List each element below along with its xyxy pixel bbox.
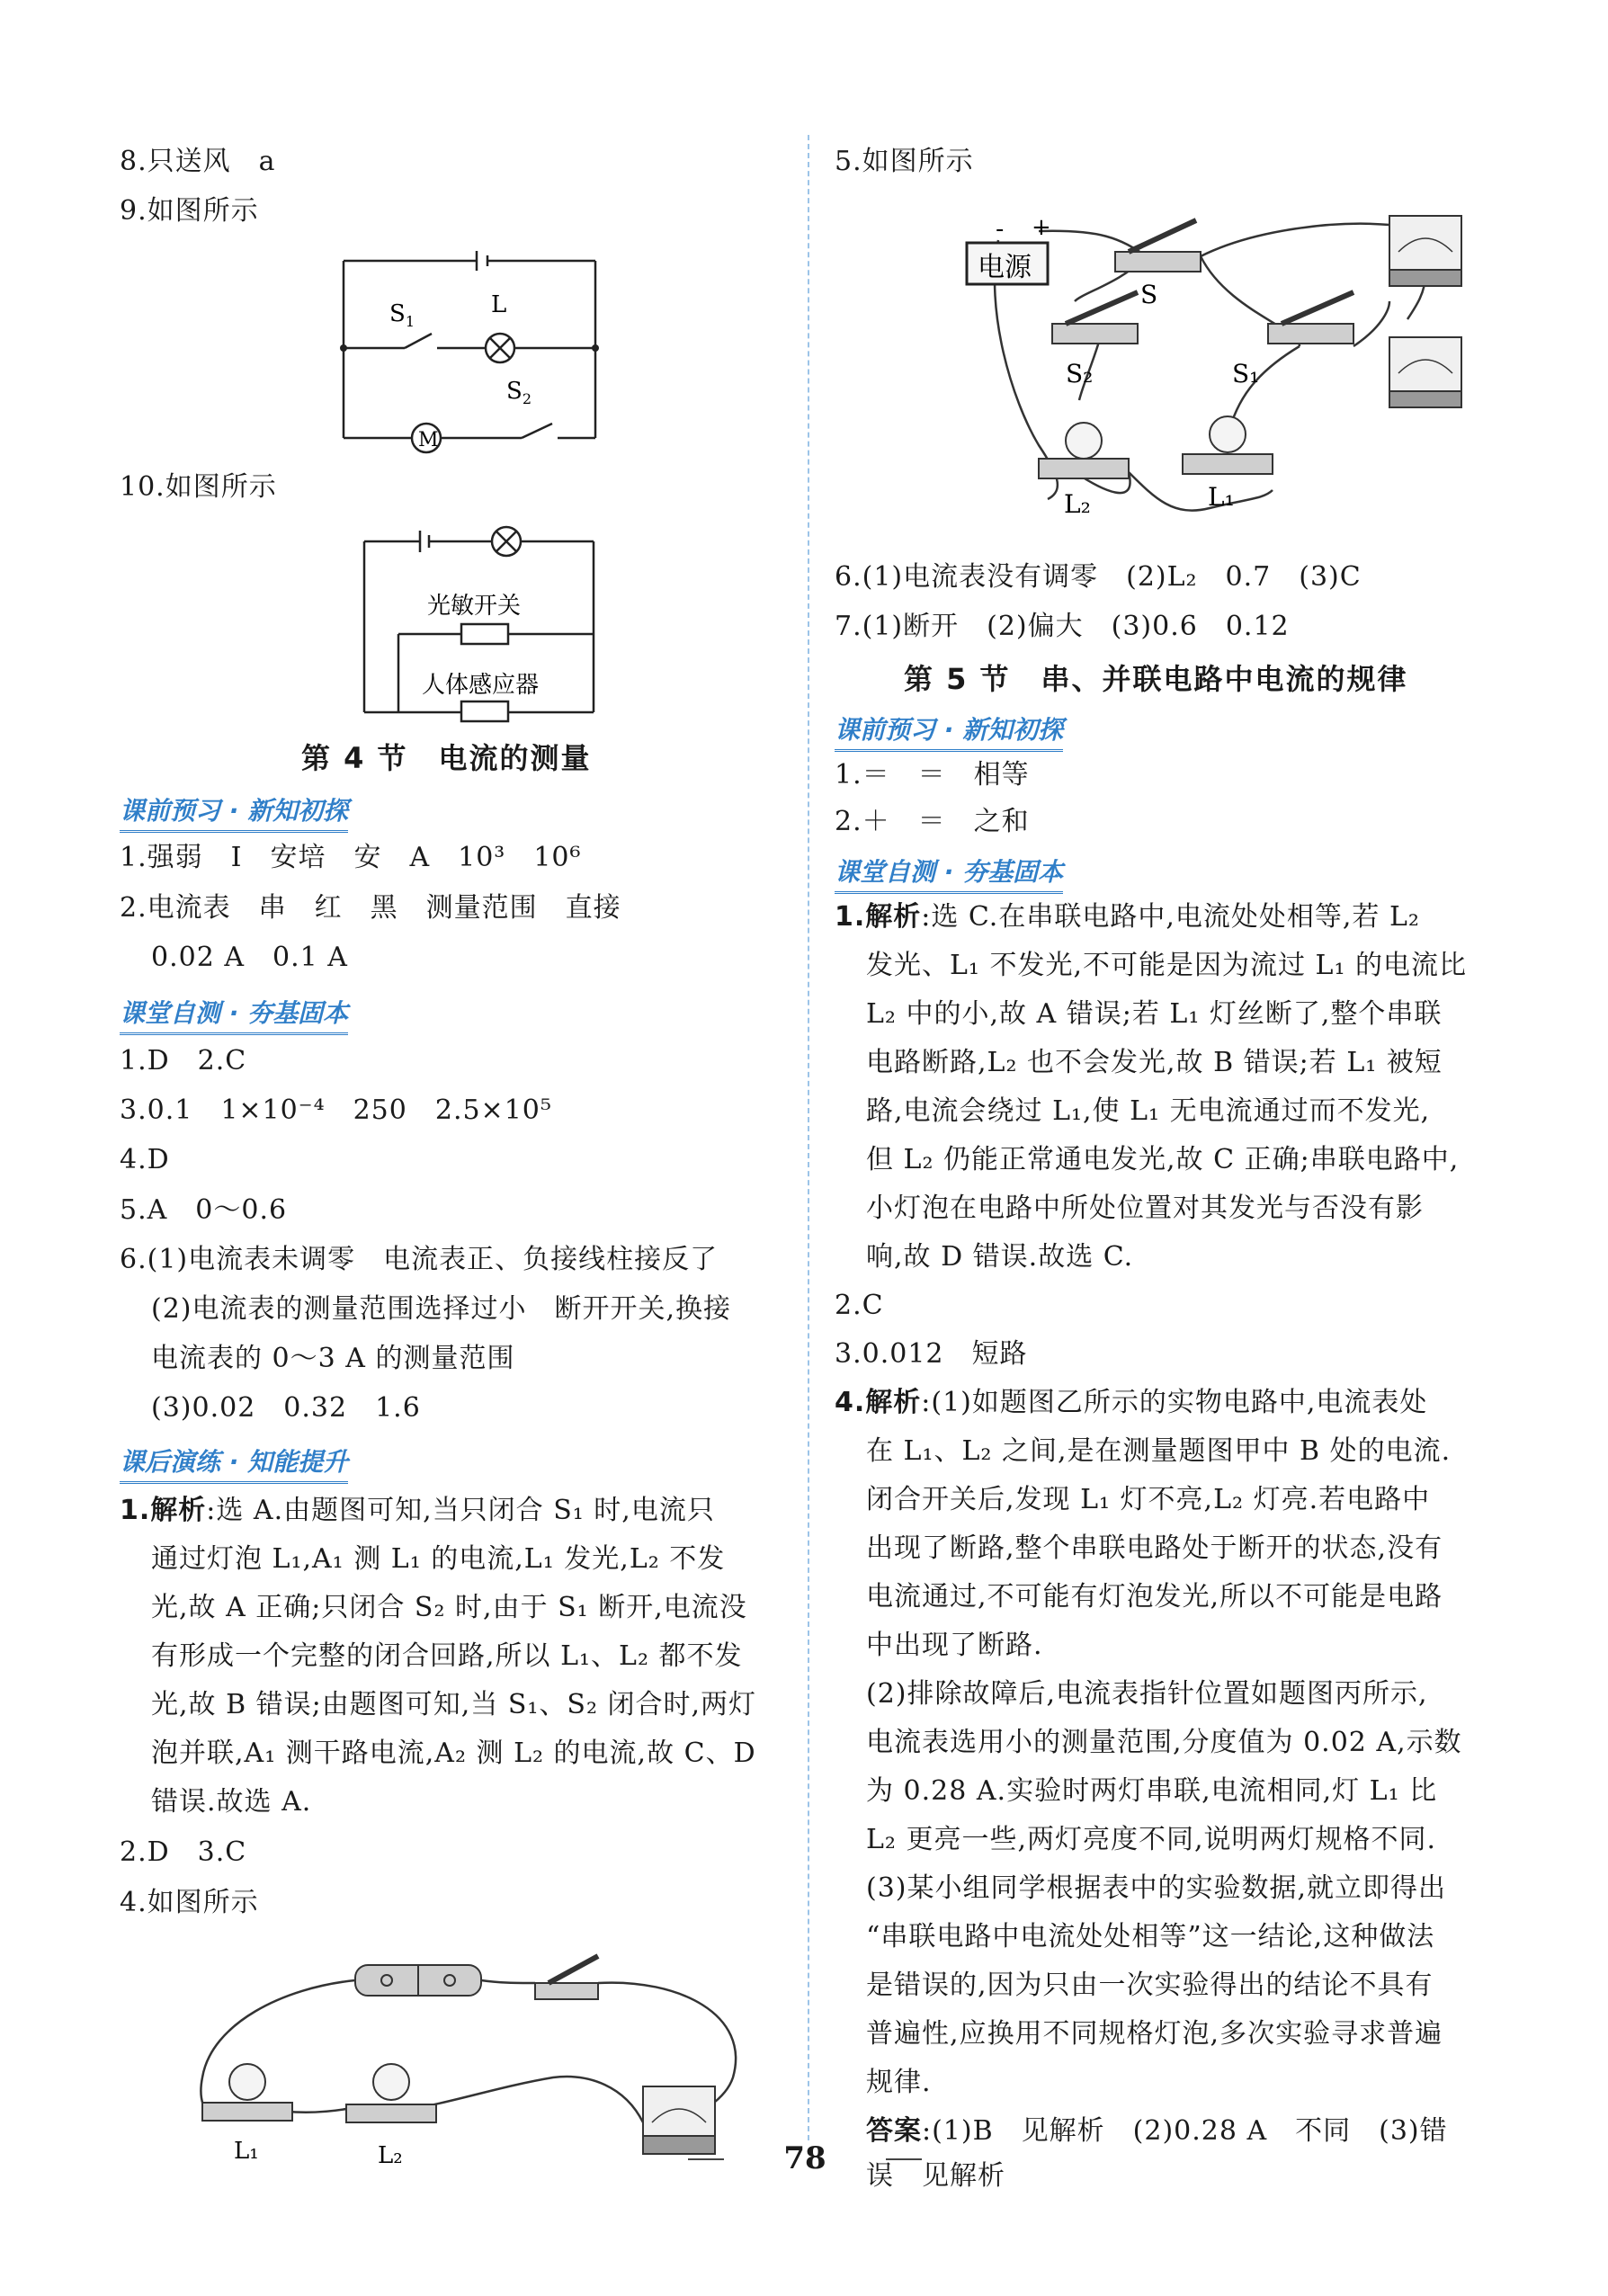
motor-label: M [418,429,439,451]
s4-a1: 1.强弱 I 安培 安 A 10³ 10⁶ [120,842,582,873]
s5-q4h: 电流表选用小的测量范围,分度值为 0.02 A,示数 [866,1727,1462,1758]
s5-q1e: 路,电流会绕过 L₁,使 L₁ 无电流通过而不发光, [866,1095,1431,1127]
switch-s1-label: S₁ [1232,359,1260,389]
s4-c1f: 泡并联,A₁ 测干路电流,A₂ 测 L₂ 的电流,故 C、D [151,1738,756,1769]
s4-b6d: (3)0.02 0.32 1.6 [151,1392,421,1424]
answer-9: 9.如图所示 [120,195,259,227]
s4-b3: 3.0.1 1×10⁻⁴ 250 2.5×10⁵ [120,1094,552,1126]
s4-a2b: 0.02 A 0.1 A [151,942,348,973]
s5-q2: 2.C [835,1290,884,1321]
answer-10: 10.如图所示 [120,471,277,503]
answer-8: 8.只送风 a [120,146,276,177]
switch-s2-label: $S_2$ [506,378,532,407]
s5-q4e: 电流通过,不可能有灯泡发光,所以不可能是电路 [866,1581,1443,1613]
light-switch-label: 光敏开关 [427,593,522,620]
s5-answer: 答案:(1)B 见解析 (2)0.28 A 不同 (3)错 [866,2115,1448,2147]
band-homework-1: 课后演练 · 知能提升 [120,1443,348,1484]
s5-q4j: L₂ 更亮一些,两灯亮度不同,说明两灯规格不同. [866,1824,1437,1855]
s5-q1f: 但 L₂ 仍能正常通电发光,故 C 正确;串联电路中, [866,1144,1460,1175]
s4-b5: 5.A 0～0.6 [120,1194,288,1226]
s4-b6: 6.(1)电流表未调零 电流表正、负接线柱接反了 [120,1244,719,1275]
minus-terminal: - [996,216,1005,243]
s5-q4b: 在 L₁、L₂ 之间,是在测量题图甲中 B 处的电流. [866,1435,1452,1467]
plus-terminal: + [1032,214,1051,241]
lamp-l1-label: L₁ [234,2138,259,2165]
page-number-dash-right [886,2158,922,2160]
physical-circuit-4 [175,1943,760,2167]
section-5-title: 第 5 节 串、并联电路中电流的规律 [904,662,1408,696]
s4-c1g: 错误.故选 A. [151,1786,312,1818]
switch-s-label: S [1140,280,1158,309]
section-4-title: 第 4 节 电流的测量 [301,741,592,775]
s5-q4f: 中出现了断路. [866,1630,1043,1661]
lamp-l-label: L [491,291,507,318]
human-sensor-label: 人体感应器 [422,672,540,699]
s4-c1e: 光,故 B 错误;由题图可知,当 S₁、S₂ 闭合时,两灯 [151,1689,757,1720]
answer-5: 5.如图所示 [835,146,974,177]
s4-c1d: 有形成一个完整的闭合回路,所以 L₁、L₂ 都不发 [151,1640,743,1672]
s5-q4g: (2)排除故障后,电流表指针位置如题图丙所示, [866,1678,1428,1710]
page-number: 78 [783,2140,826,2176]
s5-p2: 2.＋ ＝ 之和 [835,806,1030,837]
s4-c2: 2.D 3.C [120,1836,247,1868]
band-classtest-2: 课堂自测 · 夯基固本 [835,853,1063,894]
s5-q3: 3.0.012 短路 [835,1338,1028,1370]
s4-b1: 1.D 2.C [120,1045,247,1077]
band-classtest-1: 课堂自测 · 夯基固本 [120,994,348,1035]
s5-q1h: 响,故 D 错误.故选 C. [866,1241,1134,1273]
s5-q1b: 发光、L₁ 不发光,不可能是因为流过 L₁ 的电流比 [866,950,1468,981]
s5-q4a: 4.解析:(1)如题图乙所示的实物电路中,电流表处 [835,1387,1428,1418]
s5-q1c: L₂ 中的小,故 A 错误;若 L₁ 灯丝断了,整个串联 [866,998,1443,1030]
s4-c1a: 1.解析:选 A.由题图可知,当只闭合 S₁ 时,电流只 [120,1495,715,1526]
s4-c4: 4.如图所示 [120,1887,259,1918]
s5-q1d: 电路断路,L₂ 也不会发光,故 B 错误;若 L₁ 被短 [866,1047,1443,1078]
lamp-l1-label: L₁ [1208,482,1235,512]
lamp-l2-label: L₂ [1064,489,1091,519]
answer-6: 6.(1)电流表没有调零 (2)L₂ 0.7 (3)C [835,561,1362,593]
s5-q1g: 小灯泡在电路中所处位置对其发光与否没有影 [866,1193,1424,1224]
band-preview-2: 课前预习 · 新知初探 [835,710,1063,752]
switch-s2-label: S₂ [1066,359,1094,389]
s5-q1a: 1.解析:选 C.在串联电路中,电流处处相等,若 L₂ [835,901,1420,933]
s5-q4o: 规律. [866,2067,932,2098]
band-preview-1: 课前预习 · 新知初探 [120,791,348,833]
s5-p1: 1.＝ ＝ 相等 [835,759,1030,791]
column-divider [808,135,809,2140]
s5-q4c: 闭合开关后,发现 L₁ 灯不亮,L₂ 灯亮.若电路中 [866,1484,1431,1515]
s4-a2: 2.电流表 串 红 黑 测量范围 直接 [120,892,621,924]
page-number-dash-left [688,2158,724,2160]
lamp-l2-label: L₂ [378,2142,403,2167]
power-source-label: 电源 [978,252,1032,283]
answer-7: 7.(1)断开 (2)偏大 (3)0.6 0.12 [835,611,1290,642]
s5-q4l: “串联电路中电流处处相等”这一结论,这种做法 [866,1921,1435,1952]
s4-c1c: 光,故 A 正确;只闭合 S₂ 时,由于 S₁ 断开,电流没 [151,1592,747,1623]
s5-q4k: (3)某小组同学根据表中的实验数据,就立即得出 [866,1872,1447,1904]
switch-s1-label: $S_1$ [389,300,415,330]
physical-circuit-5 [958,202,1515,531]
s4-b6c: 电流表的 0～3 A 的测量范围 [151,1343,515,1374]
s5-q4m: 是错误的,因为只由一次实验得出的结论不具有 [866,1970,1434,2001]
circuit-diagram-9 [333,247,603,454]
s4-c1b: 通过灯泡 L₁,A₁ 测 L₁ 的电流,L₁ 发光,L₂ 不发 [151,1543,726,1575]
s4-b6b: (2)电流表的测量范围选择过小 断开开关,换接 [151,1293,732,1325]
s5-q4d: 出现了断路,整个串联电路处于断开的状态,没有 [866,1532,1443,1564]
s4-b4: 4.D [120,1144,170,1175]
s5-q4n: 普遍性,应换用不同规格灯泡,多次实验寻求普遍 [866,2018,1443,2050]
s5-answer-b: 误 见解析 [866,2160,1005,2192]
circuit-diagram-10 [355,522,607,724]
s5-q4i: 为 0.28 A.实验时两灯串联,电流相同,灯 L₁ 比 [866,1775,1438,1807]
